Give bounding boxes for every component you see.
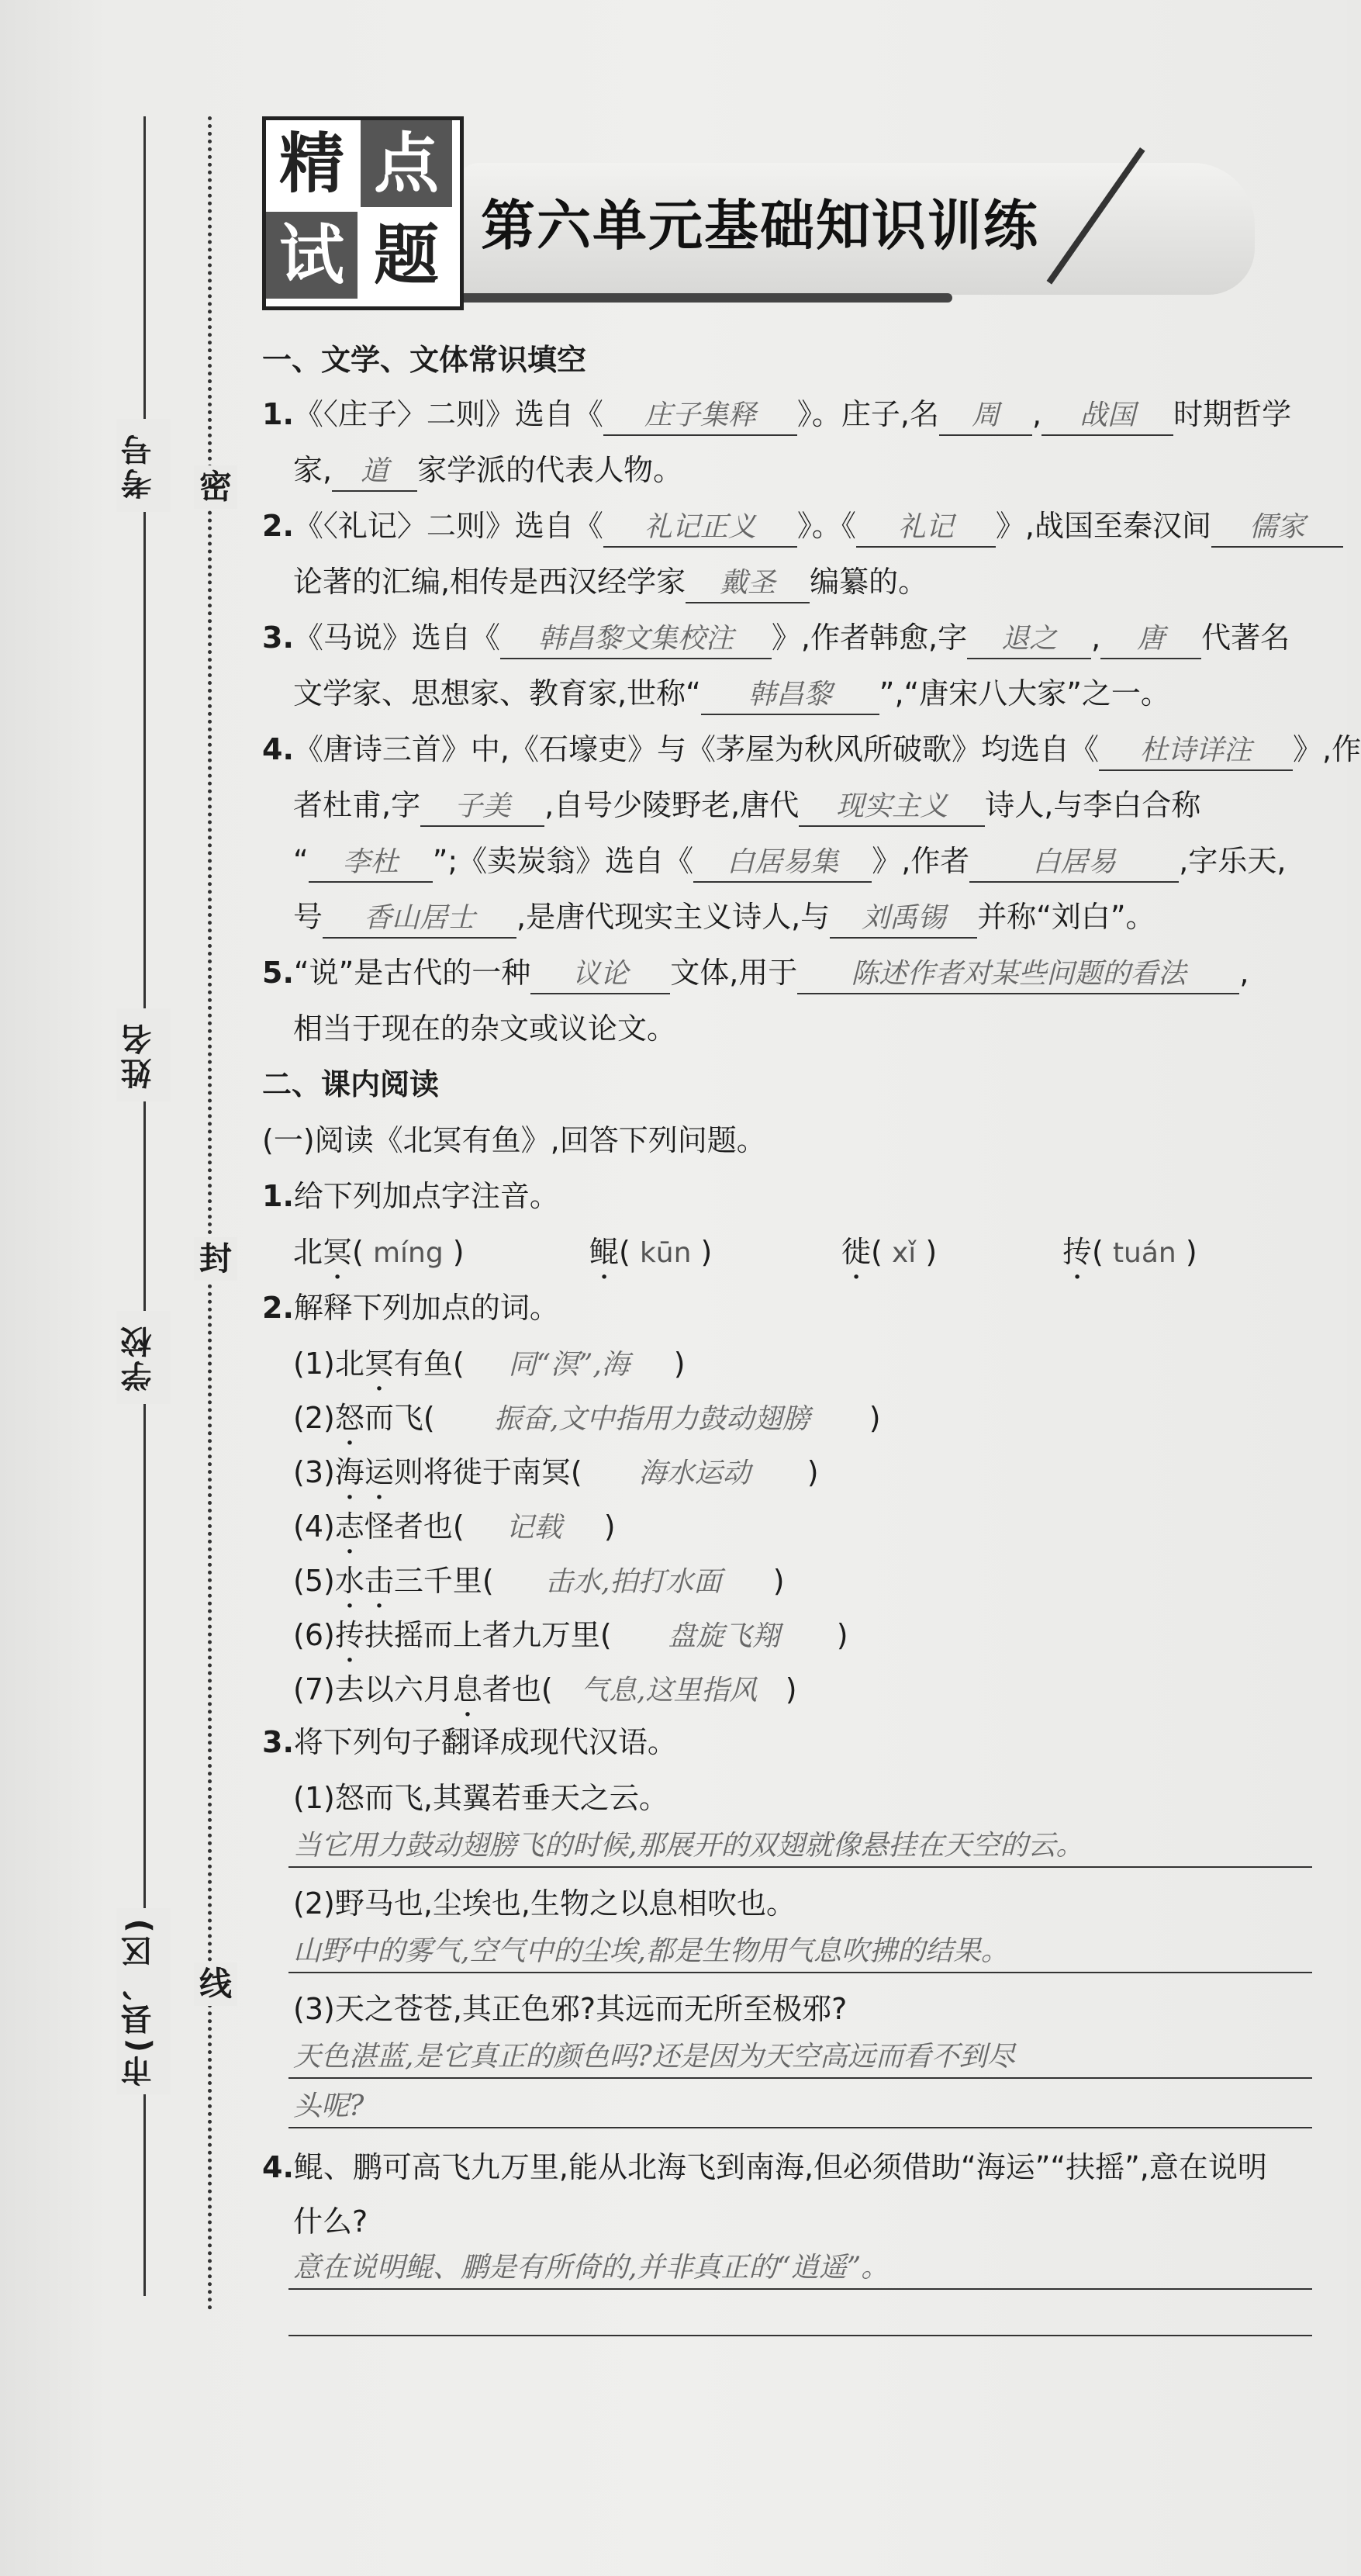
definition-item: (7)去以六月息者也( 气息,这里指风 ) [293,1671,797,1724]
city-label: 市(县、区) [116,1908,171,2094]
answer-line [288,2335,1312,2336]
answer-blank: 子美 [420,788,544,827]
translation-question: (2)野马也,尘埃也,生物之以息相吹也。 [293,1886,796,1921]
reading-question-3: 3.将下列句子翻译成现代汉语。 [262,1725,677,1759]
translation-question: (1)怒而飞,其翼若垂天之云。 [293,1781,668,1815]
exam-no-label: 考号 [116,419,171,512]
answer-blank: 李杜 [309,844,433,883]
answer-blank: 韩昌黎 [701,676,879,715]
pinyin-answer: xǐ [891,1237,917,1269]
pinyin-item: 徙( xǐ ) [841,1235,938,1269]
question-3: 3.《马说》选自《 韩昌黎文集校注 》,作者韩愈,字 退之 , 唐 代著名 [262,619,1290,659]
answer-blank: 刘禹锡 [830,900,977,939]
definition-answer: 气息,这里指风 [580,1675,758,1706]
definition-answer: 振奋,文中指用力鼓动翅膀 [493,1403,810,1435]
question-4-line2: 者杜甫,字 子美 ,自号少陵野老,唐代 现实主义 诗人,与李白合称 [293,787,1200,827]
answer-blank: 庄子集释 [603,397,797,436]
answer-line [288,2288,1312,2290]
question-2-line2: 论著的汇编,相传是西汉经学家 戴圣 编纂的。 [293,563,927,603]
seal-xian: 线 [194,1962,237,2006]
answer-blank: 陈述作者对某些问题的看法 [797,956,1239,994]
reading-question-2: 2.解释下列加点的词。 [262,1291,559,1325]
definition-item: (1)北冥有鱼( 同“溟”,海 ) [293,1345,686,1398]
pinyin-item: 抟( tuán ) [1062,1235,1197,1269]
definition-answer: 海水运动 [638,1457,751,1489]
answer-blank: 退之 [967,621,1091,659]
question-2: 2.《〈礼记〉二则》选自《 礼记正义 》。《 礼记 》,战国至秦汉间 儒家 [262,507,1343,548]
answer-blank: 杜诗详注 [1099,732,1293,771]
answer-blank: 韩昌黎文集校注 [500,621,772,659]
answer-blank: 礼记 [856,509,996,548]
answer-blank: 儒家 [1211,509,1343,548]
answer-line [288,2077,1312,2079]
definition-item: (4)志怪者也( 记载 ) [293,1508,616,1561]
logo-char: 精 [266,120,358,207]
question-1-line2: 家, 道 家学派的代表人物。 [293,451,682,492]
answer-blank: 白居易集 [693,844,872,883]
answer-blank: 议论 [530,956,670,994]
answer-blank: 战国 [1041,397,1173,436]
seal-feng: 封 [194,1237,237,1281]
reading-question-4-line2: 什么? [293,2204,368,2239]
name-label: 姓名 [116,1008,171,1101]
definition-item: (5)水击三千里( 击水,拍打水面 ) [293,1562,785,1615]
answer-line [288,2127,1312,2128]
pinyin-answer: kūn [639,1237,692,1269]
school-label: 学校 [116,1311,171,1404]
answer-blank: 周 [939,397,1032,436]
page-title: 第六单元基础知识训练 [481,194,1039,258]
answer-blank: 礼记正义 [603,509,797,548]
translation-answer: 当它用力鼓动翅膀飞的时候,那展开的双翅就像悬挂在天空的云。 [293,1830,1084,1862]
translation-answer: 山野中的雾气,空气中的尘埃,都是生物用气息吹拂的结果。 [293,1935,1009,1967]
passage-subheading: (一)阅读《北冥有鱼》,回答下列问题。 [262,1123,766,1157]
question-4: 4.《唐诗三首》中,《石壕吏》与《茅屋为秋风所破歌》均选自《 杜诗详注 》,作 [262,731,1361,771]
definition-answer: 记载 [506,1512,562,1544]
definition-answer: 盘旋飞翔 [668,1620,780,1652]
logo [262,116,464,310]
answer-blank: 现实主义 [799,788,985,827]
answer-blank: 唐 [1100,621,1201,659]
answer-line [288,1866,1312,1868]
question-3-line2: 文学家、思想家、教育家,世称“ 韩昌黎 ”,“唐宋八大家”之一。 [293,675,1170,715]
answer-line [288,1972,1312,1973]
reading-question-1: 1.给下列加点字注音。 [262,1179,559,1213]
logo-char: 点 [361,120,452,207]
logo-char: 试 [266,212,358,299]
question-5-line2: 相当于现在的杂文或议论文。 [293,1011,677,1046]
translation-answer: 天色湛蓝,是它真正的颜色吗?还是因为天空高远而看不到尽 [293,2041,1015,2073]
definition-item: (2)怒而飞( 振奋,文中指用力鼓动翅膀 ) [293,1399,881,1452]
pinyin-item: 北冥( míng ) [293,1235,465,1269]
question-1: 1.《〈庄子〉二则》选自《 庄子集释 》。庄子,名 周 , 战国 时期哲学 [262,396,1291,436]
logo-char: 题 [361,212,452,299]
banner-underline [456,293,952,303]
definition-answer: 同“溟”,海 [508,1349,630,1381]
section2-heading: 二、课内阅读 [262,1067,440,1101]
definition-answer: 击水,拍打水面 [544,1566,722,1598]
answer-blank: 白居易 [969,844,1179,883]
seal-mi: 密 [194,465,237,509]
pinyin-item: 鲲( kūn ) [589,1235,713,1269]
answer-blank: 戴圣 [686,565,810,603]
question-4-line4: 号 香山居士 ,是唐代现实主义诗人,与 刘禹锡 并称“刘白”。 [293,898,1155,939]
answer-blank: 道 [332,453,417,492]
answer-blank: 香山居士 [323,900,516,939]
question-5: 5.“说”是古代的一种 议论 文体,用于 陈述作者对某些问题的看法 , [262,954,1249,994]
translation-question: (3)天之苍苍,其正色邪?其远而无所至极邪? [293,1992,848,2026]
definition-item: (3)海运则将徙于南冥( 海水运动 ) [293,1454,819,1506]
translation-answer-cont: 头呢? [293,2090,364,2122]
pinyin-answer: míng [372,1237,444,1269]
q4-answer: 意在说明鲲、鹏是有所倚的,并非真正的“逍遥”。 [293,2252,889,2284]
pinyin-answer: tuán [1112,1237,1176,1269]
reading-question-4: 4.鲲、鹏可高飞九万里,能从北海飞到南海,但必须借助“海运”“扶摇”,意在说明 [262,2150,1267,2184]
definition-item: (6)抟扶摇而上者九万里( 盘旋飞翔 ) [293,1616,848,1669]
question-4-line3: “ 李杜 ”;《卖炭翁》选自《 白居易集 》,作者 白居易 ,字乐天, [293,842,1286,883]
section1-heading: 一、文学、文体常识填空 [262,343,587,377]
